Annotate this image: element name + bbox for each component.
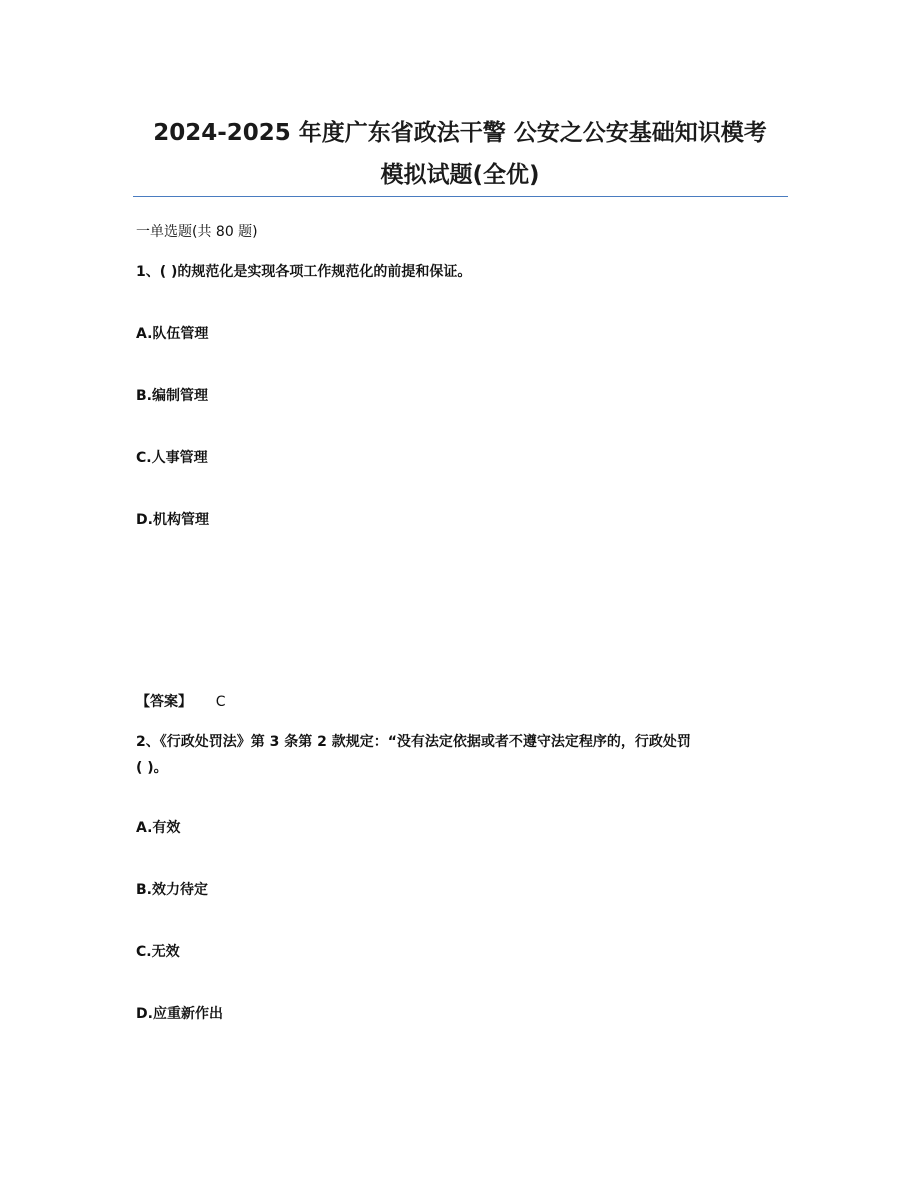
question-2-option-b: B.效力待定 xyxy=(136,882,208,898)
question-1-option-d: D.机构管理 xyxy=(136,512,209,528)
question-1-answer xyxy=(136,688,226,716)
question-2-option-c: C.无效 xyxy=(136,944,180,960)
question-2-stem-line-2: ( )。 xyxy=(136,760,168,776)
question-1-option-c: C.人事管理 xyxy=(136,450,208,466)
question-2-stem-line-1: 2、《行政处罚法》第 3 条第 2 款规定：“没有法定依据或者不遵守法定程序的，行政处罚 xyxy=(136,734,691,750)
question-1-option-a: A.队伍管理 xyxy=(136,326,209,342)
document-title xyxy=(130,112,790,196)
answer-value: C xyxy=(215,694,226,710)
question-2-option-d: D.应重新作出 xyxy=(136,1006,223,1022)
answer-label: 【答案】 xyxy=(136,694,192,710)
question-2-option-a: A.有效 xyxy=(136,820,181,836)
question-1-option-b: B.编制管理 xyxy=(136,388,208,404)
title-line-1: 2024-2025 年度广东省政法干警 公安之公安基础知识模考 xyxy=(153,120,767,146)
question-1-stem: 1、( )的规范化是实现各项工作规范化的前提和保证。 xyxy=(136,264,472,280)
title-divider xyxy=(133,196,788,197)
title-line-2: 模拟试题(全优) xyxy=(380,162,540,188)
section-heading: 一单选题(共 80 题) xyxy=(136,224,258,240)
